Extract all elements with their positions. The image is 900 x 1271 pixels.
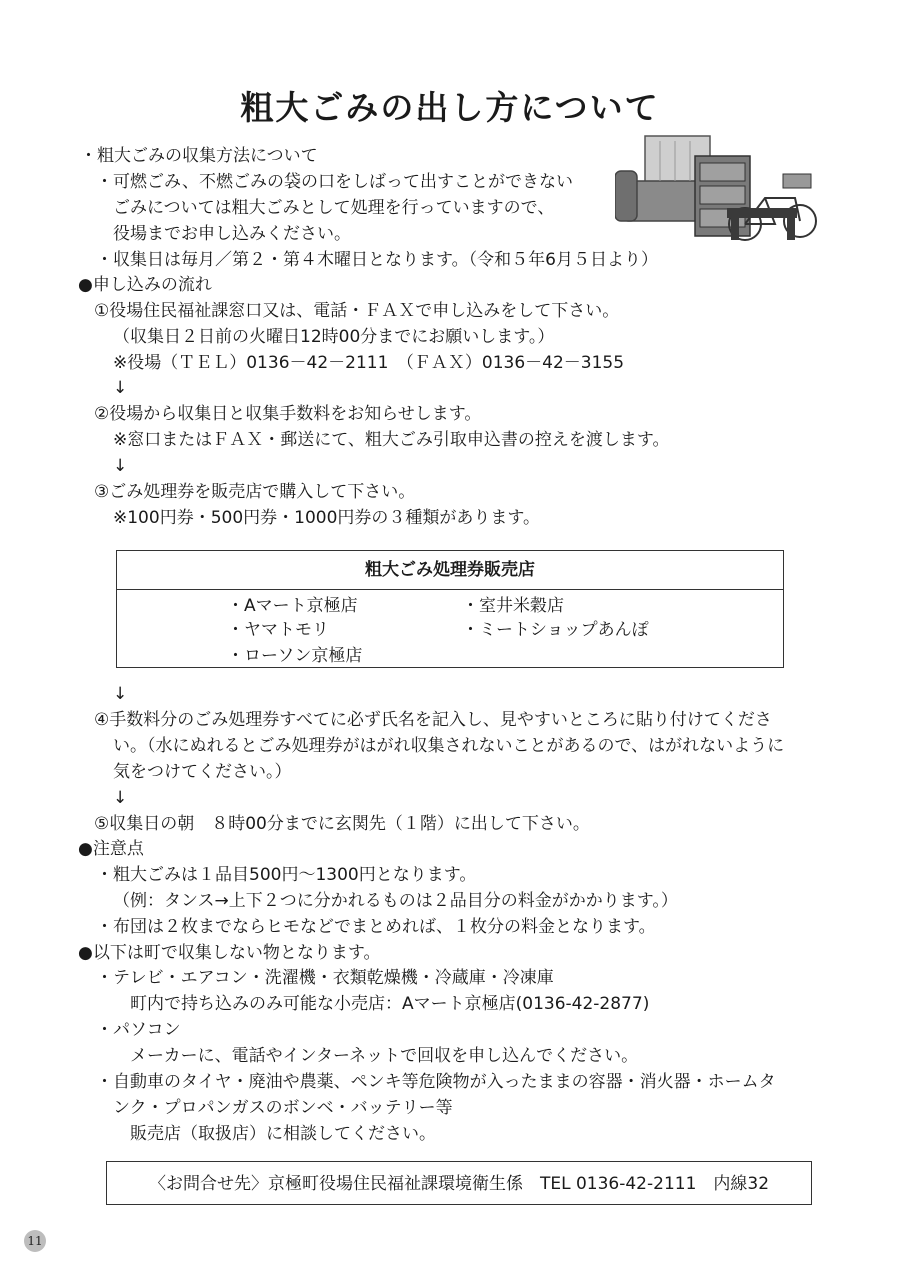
body-line: ・パソコン <box>96 1020 181 1040</box>
body-line: い。（水にぬれるとごみ処理券がはがれ収集されないことがあるので、はがれないように <box>113 736 785 756</box>
shop-item: ・室井米穀店 <box>462 596 564 616</box>
body-line: ※役場（ＴＥＬ）0136－42－2111 （ＦＡＸ）0136－42－3155 <box>113 353 625 373</box>
section-heading: ●以下は町で収集しない物となります。 <box>78 943 381 963</box>
contact-box <box>106 1161 812 1205</box>
drawer-chest-icon <box>695 156 750 236</box>
step-5: ⑤収集日の朝 ８時00分までに玄関先（１階）に出して下さい。 <box>94 814 590 834</box>
bulky-waste-illustration <box>615 126 820 244</box>
body-line: 町内で持ち込みのみ可能な小売店：Aマート京極店(0136-42-2877) <box>130 994 650 1014</box>
body-line: ・粗大ごみは１品目500円～1300円となります。 <box>96 865 477 885</box>
body-line: ・布団は２枚までならヒモなどでまとめれば、１枚分の料金となります。 <box>96 917 656 937</box>
shop-item: ・ヤマトモリ <box>227 620 329 640</box>
shop-item: ・Aマート京極店 <box>227 596 358 616</box>
body-line: ・テレビ・エアコン・洗濯機・衣類乾燥機・冷蔵庫・冷凍庫 <box>96 968 554 988</box>
flow-arrow: ↓ <box>113 456 128 476</box>
flow-arrow: ↓ <box>113 378 128 398</box>
shop-item: ・ミートショップあんぽ <box>462 620 649 640</box>
body-line: ・収集日は毎月／第２・第４木曜日となります。（令和５年6月５日より） <box>96 250 658 270</box>
step-1: ①役場住民福祉課窓口又は、電話・ＦＡＸで申し込みをして下さい。 <box>94 301 620 321</box>
step-3: ③ごみ処理券を販売店で購入して下さい。 <box>94 482 416 502</box>
section-heading: ●申し込みの流れ <box>78 275 212 295</box>
step-4: ④手数料分のごみ処理券すべてに必ず氏名を記入し、見やすいところに貼り付けてくださ <box>94 710 772 730</box>
shop-item: ・ローソン京極店 <box>227 646 363 666</box>
page-title: 粗大ごみの出し方について <box>240 88 660 127</box>
body-line: ・自動車のタイヤ・廃油や農薬、ペンキ等危険物が入ったままの容器・消火器・ホームタ <box>96 1072 776 1092</box>
body-line: メーカーに、電話やインターネットで回収を申し込んでください。 <box>130 1046 639 1066</box>
step-2: ②役場から収集日と収集手数料をお知らせします。 <box>94 404 482 424</box>
shop-list-heading: 粗大ごみ処理券販売店 <box>117 551 783 590</box>
contact-info: 〈お問合せ先〉京極町役場住民福祉課環境衛生係 TEL 0136-42-2111 内線32 <box>148 1174 770 1194</box>
shop-list-box <box>116 550 784 668</box>
section-collection-method: ・粗大ごみの収集方法について <box>80 146 318 166</box>
body-line: 気をつけてください。） <box>113 762 292 782</box>
body-line: ・可燃ごみ、不燃ごみの袋の口をしばって出すことができない <box>96 172 574 192</box>
body-line: 販売店（取扱店）に相談してください。 <box>130 1124 436 1144</box>
body-line: （例：タンス→上下２つに分かれるものは２品目分の料金がかかります。） <box>113 891 678 911</box>
section-heading: ●注意点 <box>78 839 144 859</box>
flow-arrow: ↓ <box>113 788 128 808</box>
body-line: （収集日２日前の火曜日12時00分までにお願いします。） <box>113 327 555 347</box>
body-line: ※100円券・500円券・1000円券の３種類があります。 <box>113 508 541 528</box>
body-line: ごみについては粗大ごみとして処理を行っていますので、 <box>113 198 555 218</box>
body-line: ※窓口またはＦＡＸ・郵送にて、粗大ごみ引取申込書の控えを渡します。 <box>113 430 670 450</box>
flow-arrow: ↓ <box>113 684 128 704</box>
page-number: 11 <box>24 1230 46 1252</box>
body-line: ンク・プロパンガスのボンベ・バッテリー等 <box>113 1098 453 1118</box>
body-line: 役場までお申し込みください。 <box>113 224 351 244</box>
